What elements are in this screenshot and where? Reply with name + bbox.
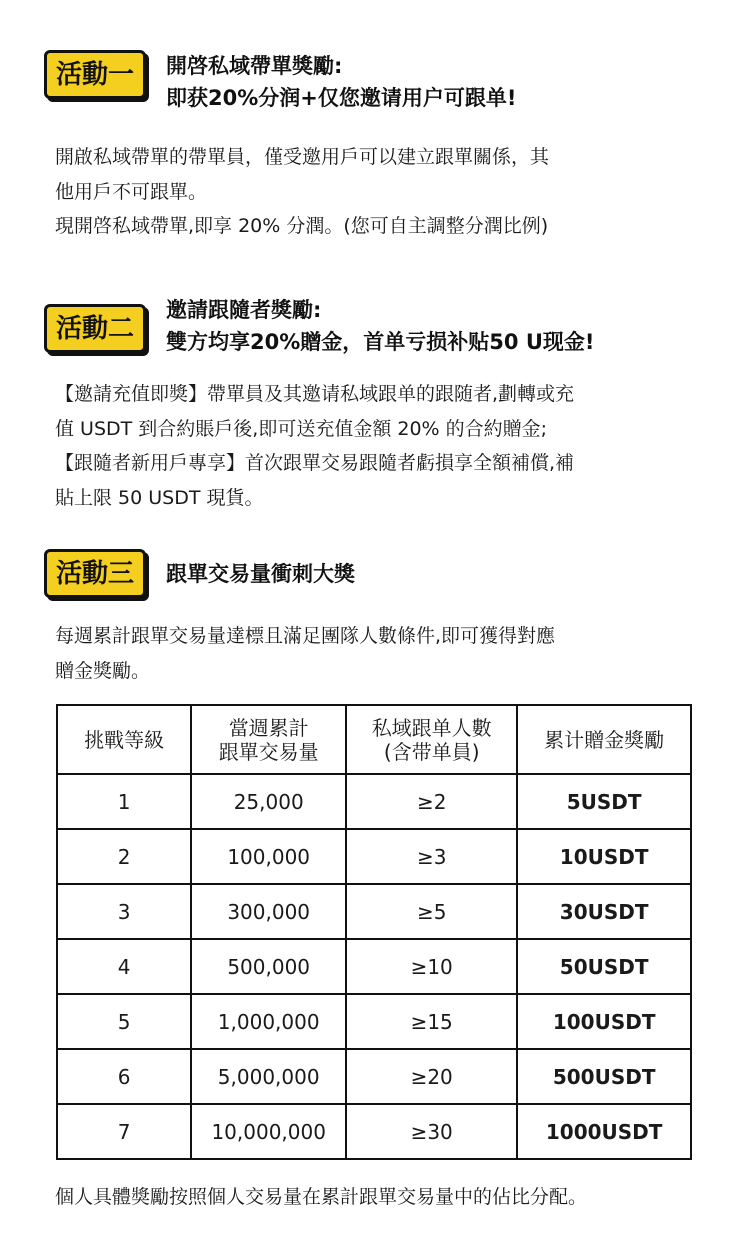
table-row — [57, 1104, 691, 1159]
cell-volume: 300,000 — [191, 884, 346, 939]
activity1-desc-line1: 開啟私域帶單的帶單員，僅受邀用戶可以建立跟單關係，其 — [55, 146, 550, 168]
footer-note: 個人具體獎勵按照個人交易量在累計跟單交易量中的佔比分配。 — [55, 1186, 588, 1208]
activity3-title: 跟單交易量衝刺大獎 — [166, 562, 356, 586]
cell-volume: 500,000 — [191, 939, 346, 994]
activity1-description — [55, 140, 705, 244]
header-reward-text: 累计贈金獎勵 — [544, 727, 665, 752]
cell-level: 1 — [57, 774, 191, 829]
cell-level: 5 — [57, 994, 191, 1049]
activity2-desc-line4: 貼上限 50 USDT 現貨。 — [55, 486, 264, 509]
activity2-title-line1: 邀請跟隨者獎勵: — [166, 298, 322, 322]
activity1-desc-line2: 他用戶不可跟單。 — [55, 180, 208, 203]
cell-volume: 100,000 — [191, 829, 346, 884]
header-reward — [517, 705, 691, 774]
cell-members: ≥30 — [346, 1104, 517, 1159]
cell-members: ≥3 — [346, 829, 517, 884]
table-row — [57, 939, 691, 994]
cell-reward: 500USDT — [517, 1049, 691, 1104]
activity2-desc-line1: 【邀請充值即獎】帶單員及其邀请私域跟单的跟随者,劃轉或充 — [55, 383, 575, 405]
cell-reward: 30USDT — [517, 884, 691, 939]
activity2-description — [55, 377, 705, 515]
header-volume-line1: 當週累計 — [228, 715, 309, 740]
activity3-badge: 活動三 — [44, 549, 146, 598]
cell-reward: 50USDT — [517, 939, 691, 994]
cell-level: 7 — [57, 1104, 191, 1159]
cell-level: 6 — [57, 1049, 191, 1104]
cell-volume: 5,000,000 — [191, 1049, 346, 1104]
activity1-title-line1: 開啓私域帶單獎勵: — [166, 54, 343, 78]
table-row — [57, 774, 691, 829]
cell-level: 2 — [57, 829, 191, 884]
activity2-desc-line3: 【跟隨者新用戶專享】首次跟單交易跟隨者虧損享全額補償,補 — [55, 452, 575, 474]
cell-level: 4 — [57, 939, 191, 994]
cell-members: ≥2 — [346, 774, 517, 829]
activity2-badge: 活動二 — [44, 304, 146, 353]
table-row — [57, 829, 691, 884]
activity1-title-line2: 即获20%分润+仅您邀请用户可跟单! — [166, 86, 517, 110]
cell-members: ≥10 — [346, 939, 517, 994]
cell-members: ≥20 — [346, 1049, 517, 1104]
table-row — [57, 884, 691, 939]
cell-volume: 10,000,000 — [191, 1104, 346, 1159]
activity3-description — [55, 619, 705, 688]
table-header-row — [57, 705, 691, 774]
table-row — [57, 994, 691, 1049]
activity3-header — [44, 549, 355, 598]
activity2-title-line2: 雙方均享20%贈金，首单亏损补贴50 U现金! — [166, 330, 595, 354]
header-level — [57, 705, 191, 774]
activity1-badge: 活動一 — [44, 50, 146, 99]
cell-reward: 100USDT — [517, 994, 691, 1049]
header-volume — [191, 705, 346, 774]
table-row — [57, 1049, 691, 1104]
activity2-desc-line2: 值 USDT 到合約賬戶後,即可送充值金額 20% 的合約贈金; — [55, 417, 548, 440]
header-members-line1: 私域跟单人數 — [371, 715, 492, 740]
activity1-header — [44, 50, 516, 114]
header-volume-line2: 跟單交易量 — [218, 739, 319, 764]
cell-reward: 5USDT — [517, 774, 691, 829]
header-level-text: 挑戰等級 — [84, 727, 165, 752]
activity1-desc-line3: 現開啓私域帶單,即享 20% 分潤。(您可自主調整分潤比例) — [55, 215, 549, 237]
header-members-line2: (含带单員) — [383, 739, 480, 764]
cell-volume: 25,000 — [191, 774, 346, 829]
reward-table — [56, 704, 692, 1160]
activity2-header — [44, 294, 594, 358]
cell-level: 3 — [57, 884, 191, 939]
activity1-title — [166, 50, 516, 114]
activity3-desc-line2: 贈金獎勵。 — [55, 659, 151, 682]
activity3-desc-line1: 每週累計跟單交易量達標且滿足團隊人數條件,即可獲得對應 — [55, 625, 556, 647]
cell-reward: 10USDT — [517, 829, 691, 884]
cell-volume: 1,000,000 — [191, 994, 346, 1049]
activity2-title — [166, 294, 594, 358]
cell-members: ≥15 — [346, 994, 517, 1049]
cell-reward: 1000USDT — [517, 1104, 691, 1159]
header-members — [346, 705, 517, 774]
cell-members: ≥5 — [346, 884, 517, 939]
